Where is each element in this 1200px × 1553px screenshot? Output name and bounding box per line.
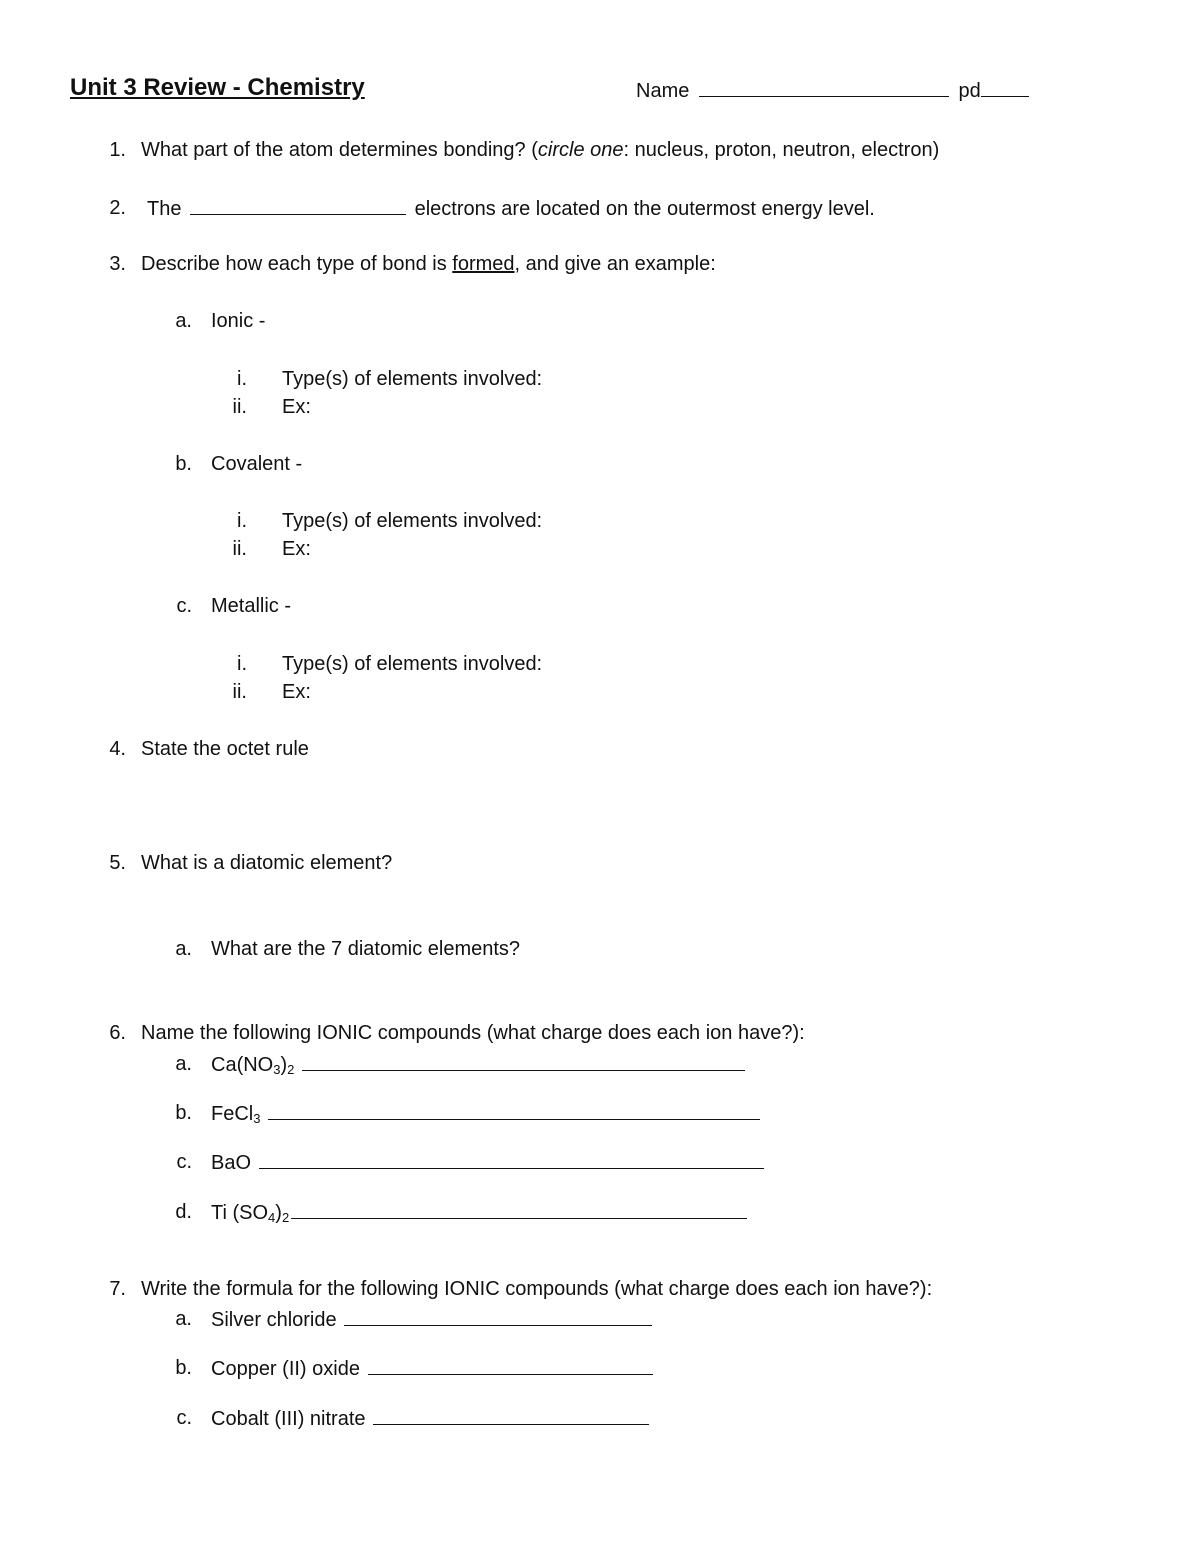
answer-blank[interactable] xyxy=(368,1356,653,1375)
formula-part: Ca(NO xyxy=(211,1054,274,1076)
q1-text-after: : nucleus, proton, neutron, electron) xyxy=(623,139,940,161)
q3-underlined: formed xyxy=(452,253,515,275)
formula-subscript: 3 xyxy=(273,1062,281,1077)
formula-subscript: 2 xyxy=(287,1062,295,1077)
sub-numeral: ii. xyxy=(232,396,247,418)
answer-blank[interactable] xyxy=(291,1200,747,1219)
sub-text: Type(s) of elements involved: xyxy=(282,368,543,390)
part-label-metallic: Metallic - xyxy=(211,595,292,617)
sub-numeral: ii. xyxy=(232,538,247,560)
part-label-ionic: Ionic - xyxy=(211,310,266,332)
q2-answer-blank[interactable] xyxy=(190,196,406,215)
question-number: 4. xyxy=(109,738,126,760)
sub-text: Type(s) of elements involved: xyxy=(282,510,543,532)
question-number: 6. xyxy=(109,1022,126,1044)
part-letter: c. xyxy=(176,1407,192,1429)
answer-blank[interactable] xyxy=(259,1150,764,1169)
formula-part: ) xyxy=(275,1202,282,1224)
question-number: 5. xyxy=(109,852,126,874)
q1-text-before: What part of the atom determines bonding? ( xyxy=(141,139,538,161)
sub-text: Ex: xyxy=(282,681,311,703)
name-field[interactable] xyxy=(636,78,1029,103)
name-label: Name xyxy=(636,80,690,102)
compound-copper-ii-oxide xyxy=(211,1356,653,1381)
q3-text-after: , and give an example: xyxy=(514,253,716,275)
sub-text: Ex: xyxy=(282,396,311,418)
part-label-covalent: Covalent - xyxy=(211,453,303,475)
compound-cobalt-iii-nitrate xyxy=(211,1406,649,1431)
sub-numeral: i. xyxy=(237,510,247,532)
question-3-text xyxy=(141,252,716,276)
question-number: 3. xyxy=(109,253,126,275)
question-7-text: Write the formula for the following IONIC compounds (what charge does each ion have?): xyxy=(141,1278,933,1300)
part-letter: b. xyxy=(175,453,192,475)
answer-blank[interactable] xyxy=(302,1052,745,1071)
q5-sub-a-text: What are the 7 diatomic elements? xyxy=(211,938,521,960)
compound-name: Cobalt (III) nitrate xyxy=(211,1408,366,1430)
part-letter: a. xyxy=(175,1308,192,1330)
answer-blank[interactable] xyxy=(268,1101,760,1120)
part-letter: b. xyxy=(175,1102,192,1124)
compound-bao xyxy=(211,1150,764,1175)
formula-part: BaO xyxy=(211,1152,252,1174)
part-letter: a. xyxy=(175,938,192,960)
sub-text: Ex: xyxy=(282,538,311,560)
formula-subscript: 2 xyxy=(281,1210,290,1225)
compound-name: Silver chloride xyxy=(211,1309,337,1331)
question-4-text: State the octet rule xyxy=(141,738,309,760)
compound-silver-chloride xyxy=(211,1307,652,1332)
question-number: 2. xyxy=(109,197,126,219)
compound-fecl3 xyxy=(211,1101,760,1126)
question-number: 7. xyxy=(109,1278,126,1300)
q1-emphasis: circle one xyxy=(537,139,624,161)
sub-numeral: ii. xyxy=(232,681,247,703)
answer-blank[interactable] xyxy=(373,1406,649,1425)
compound-ti-so4-2 xyxy=(211,1200,747,1225)
period-label: pd xyxy=(958,80,981,102)
part-letter: b. xyxy=(175,1357,192,1379)
formula-subscript: 3 xyxy=(253,1111,261,1126)
question-5-text: What is a diatomic element? xyxy=(141,852,393,874)
part-letter: c. xyxy=(176,1151,192,1173)
question-2-text xyxy=(147,196,875,221)
formula-subscript: 4 xyxy=(268,1210,276,1225)
period-blank[interactable] xyxy=(981,78,1029,97)
name-blank[interactable] xyxy=(699,78,949,97)
formula-part: Ti (SO xyxy=(211,1202,269,1224)
part-letter: a. xyxy=(175,310,192,332)
formula-part: FeCl xyxy=(211,1103,254,1125)
question-number: 1. xyxy=(109,139,126,161)
part-letter: c. xyxy=(176,595,192,617)
question-6-text: Name the following IONIC compounds (what charge does each ion have?): xyxy=(141,1022,805,1044)
part-letter: a. xyxy=(175,1053,192,1075)
compound-ca-no3-2 xyxy=(211,1052,745,1077)
formula-part: ) xyxy=(280,1054,288,1076)
sub-numeral: i. xyxy=(237,653,247,675)
question-1-text xyxy=(141,138,939,162)
compound-name: Copper (II) oxide xyxy=(211,1358,360,1380)
sub-numeral: i. xyxy=(237,368,247,390)
answer-blank[interactable] xyxy=(344,1307,652,1326)
part-letter: d. xyxy=(175,1201,192,1223)
worksheet-title: Unit 3 Review - Chemistry xyxy=(70,74,365,101)
q3-text-before: Describe how each type of bond is xyxy=(141,253,447,275)
q2-text-after: electrons are located on the outermost energy level. xyxy=(414,198,875,220)
q2-text-before: The xyxy=(147,198,182,220)
sub-text: Type(s) of elements involved: xyxy=(282,653,543,675)
